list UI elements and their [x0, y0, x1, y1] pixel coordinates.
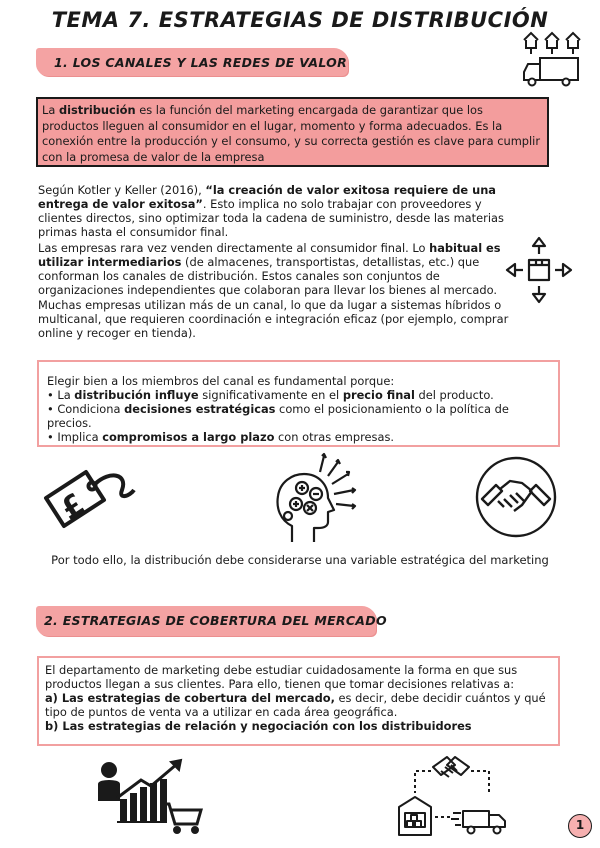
coverage-item-a	[45, 691, 552, 719]
kotler-paragraph	[38, 183, 516, 239]
coverage-item-b	[45, 719, 552, 733]
supply-chain-icon	[395, 755, 510, 837]
coverage-item-a-text: es decir, debe decidir cuántos y qué tipo de puntos de venta va a utilizar en cada área geográfica.	[45, 691, 546, 719]
kotler-text: . Esto implica no solo trabajar con proveedores y clientes directos, sino optimizar toda la cadena de suministro, desde las materias primas hasta el consumidor final.	[38, 197, 504, 239]
reason-2-pre: Condiciona	[57, 402, 125, 416]
coverage-intro: El departamento de marketing debe estudiar cuidadosamente la forma en que sus productos llegan a sus clientes. Para ello, tienen que tomar decisiones relativas a:	[45, 663, 518, 691]
channel-reasons-box	[37, 360, 560, 447]
reason-item-2: • Condiciona decisiones estratégicas como el posicionamiento o la política de precios.	[47, 402, 509, 430]
reason-1-bold-b: precio final	[342, 388, 415, 402]
definition-box	[36, 97, 549, 167]
reason-3-pre: Implica	[57, 430, 103, 444]
svg-text:£: £	[54, 486, 92, 528]
reason-3-bold: compromisos a largo plazo	[102, 430, 275, 444]
page-number: 1	[568, 814, 592, 838]
head-gears-icon	[262, 452, 362, 548]
warehouse-truck-icon	[520, 28, 586, 88]
price-tag-icon	[40, 460, 140, 540]
reason-1-mid: significativamente en el	[198, 388, 343, 402]
definition-text: es la función del marketing encargada de garantizar que los productos lleguen al consumidor en el lugar, momento y forma adecuados. Es la conexión entre la producción y el consumo, y su correcta gestión es clave para cumplir con la promesa de valor de la empresa	[42, 103, 541, 164]
intermediaries-paragraph	[38, 241, 508, 297]
coverage-item-a-bold: a) Las estrategias de cobertura del mercado,	[45, 691, 335, 705]
reason-1-pre: La	[57, 388, 75, 402]
reason-item-3: • Implica compromisos a largo plazo con otras empresas.	[47, 430, 395, 444]
package-arrows-icon	[503, 234, 575, 306]
kotler-quote: “la creación de valor exitosa requiere de una entrega de valor exitosa”	[38, 183, 496, 211]
reason-1-bold-a: distribución influye	[74, 388, 199, 402]
definition-term: distribución	[58, 103, 136, 117]
handshake-icon	[474, 455, 558, 539]
distribution-conclusion: Por todo ello, la distribución debe considerarse una variable estratégica del marketing	[51, 553, 549, 567]
reason-item-1: • La distribución influye significativamente en el precio final del producto.	[47, 388, 494, 402]
section-2-heading: 2. ESTRATEGIAS DE COBERTURA DEL MERCADO	[44, 613, 387, 628]
intermediaries-bold: habitual es utilizar intermediarios	[38, 241, 501, 269]
definition-text-pre: La	[42, 103, 59, 117]
multichannel-paragraph: Muchas empresas utilizan más de un canal, lo que da lugar a sistemas híbridos o multicanal, que requieren coordinación e integración eficaz (por ejemplo, comprar online y recoger en tienda).	[38, 298, 509, 340]
reason-3-post: con otras empresas.	[274, 430, 395, 444]
intermediaries-text: (de almacenes, transportistas, detallistas, etc.) que conforman los canales de distribución. Estos canales son conjuntos de organizaciones independientes que colaboran para llevar los bienes al mercado.	[38, 255, 497, 297]
kotler-text-pre: Según Kotler y Keller (2016),	[38, 183, 206, 197]
coverage-item-b-bold: b) Las estrategias de relación y negociación con los distribuidores	[45, 719, 472, 733]
section-1-heading: 1. LOS CANALES Y LAS REDES DE VALOR	[54, 55, 348, 70]
reason-1-post: del producto.	[414, 388, 494, 402]
sales-cart-icon	[95, 760, 205, 834]
reason-2-bold: decisiones estratégicas	[124, 402, 276, 416]
reasons-intro: Elegir bien a los miembros del canal es fundamental porque:	[47, 374, 395, 388]
intermediaries-text-pre: Las empresas rara vez venden directamente al consumidor final. Lo	[38, 241, 430, 255]
coverage-box	[37, 656, 560, 746]
reason-2-post: como el posicionamiento o la política de precios.	[47, 402, 509, 430]
page-title: TEMA 7. ESTRATEGIAS DE DISTRIBUCIÓN	[51, 8, 549, 32]
